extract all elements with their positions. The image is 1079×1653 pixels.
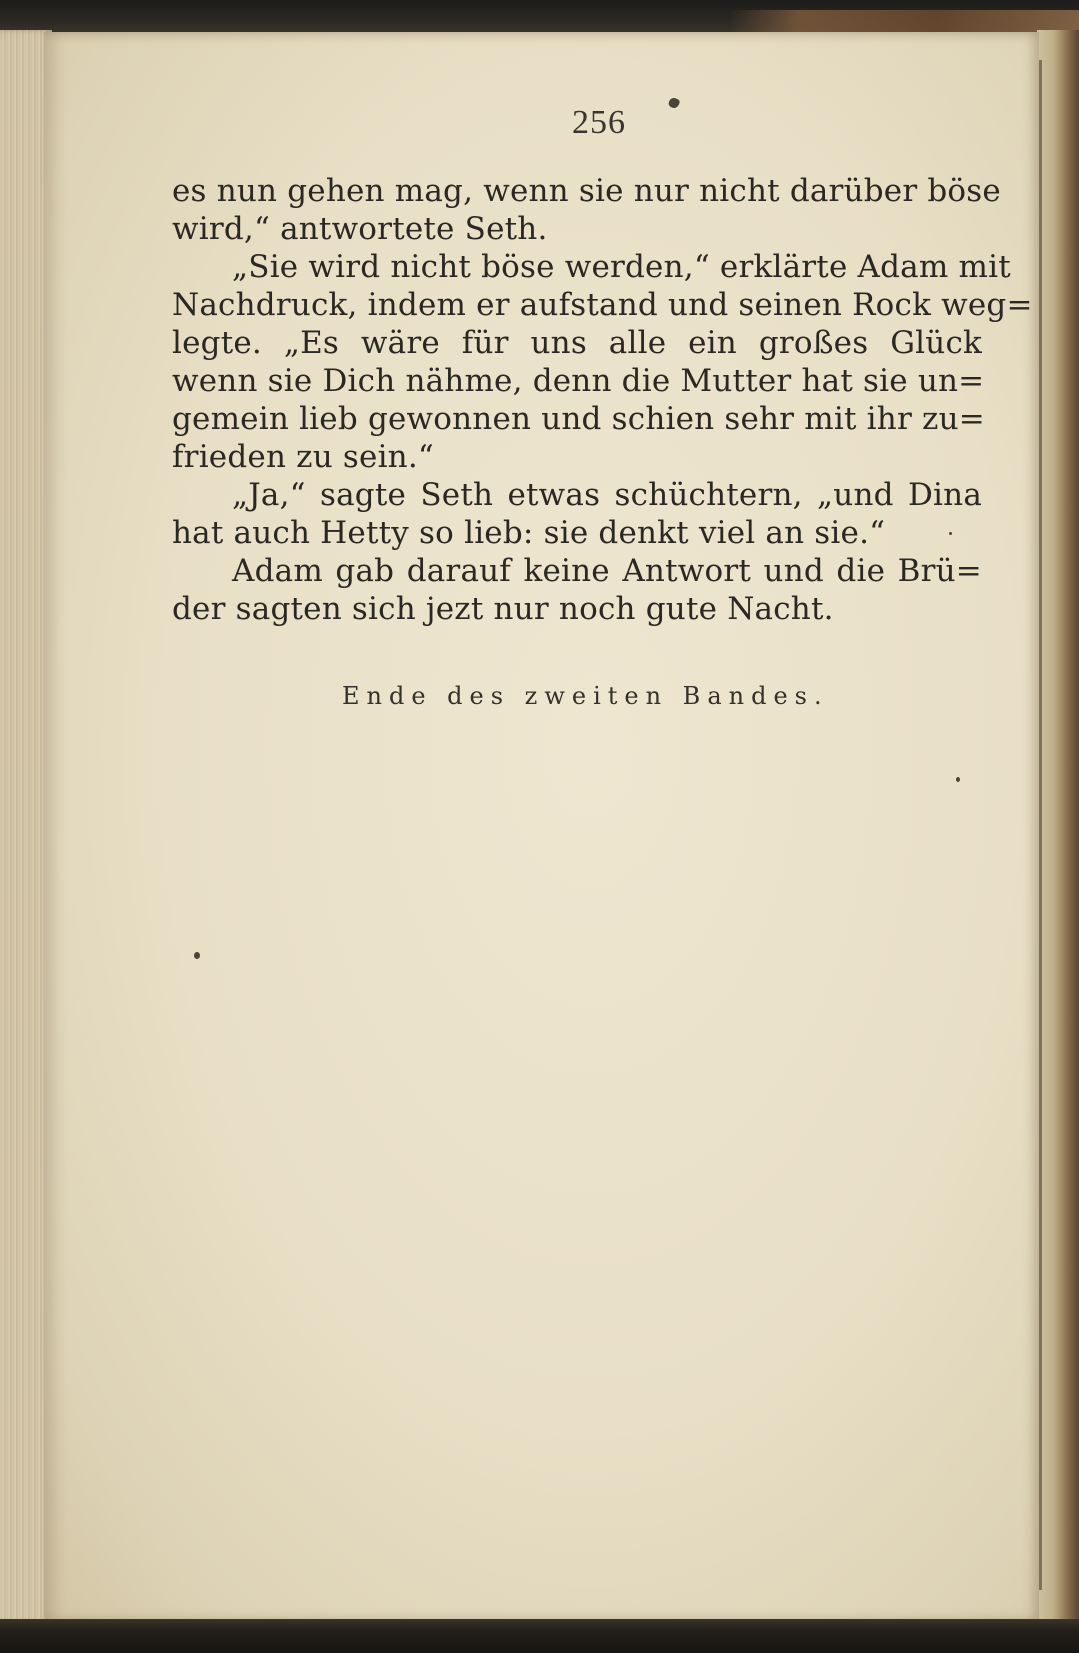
book-page [44,32,1039,1622]
page-number: 256 [572,104,626,141]
text-line: es nun gehen mag, wenn sie nur nicht darüber böse [172,173,1001,209]
text-line: Adam gab darauf keine Antwort und die Brü= [232,553,982,589]
page-speck [194,952,200,959]
text-line: frieden zu sein.“ [172,439,434,475]
page-speck [949,532,952,535]
book-top-edge [0,0,1079,34]
page-speck [956,777,960,782]
book-bottom-edge [0,1619,1079,1653]
ink-speck [667,96,680,109]
text-line: hat auch Hetty so lieb: sie denkt viel an sie.“ [172,515,886,551]
text-line: legte. „Es wäre für uns alle ein großes Glück [172,325,982,361]
text-line: wenn sie Dich nähme, denn die Mutter hat sie un= [172,363,985,399]
text-line: der sagten sich jezt nur noch gute Nacht. [172,591,834,627]
text-line: „Ja,“ sagte Seth etwas schüchtern, „und Dina [232,477,982,513]
text-line: wird,“ antwortete Seth. [172,211,548,247]
text-line: „Sie wird nicht böse werden,“ erklärte Adam mit [232,249,1011,285]
text-line: Nachdruck, indem er aufstand und seinen Rock weg= [172,287,1033,323]
body-text [172,172,1033,628]
end-of-volume-note: Ende des zweiten Bandes. [342,682,829,710]
text-line: gemein lieb gewonnen und schien sehr mit ihr zu= [172,401,985,437]
book-binding-edge [1037,30,1079,1623]
